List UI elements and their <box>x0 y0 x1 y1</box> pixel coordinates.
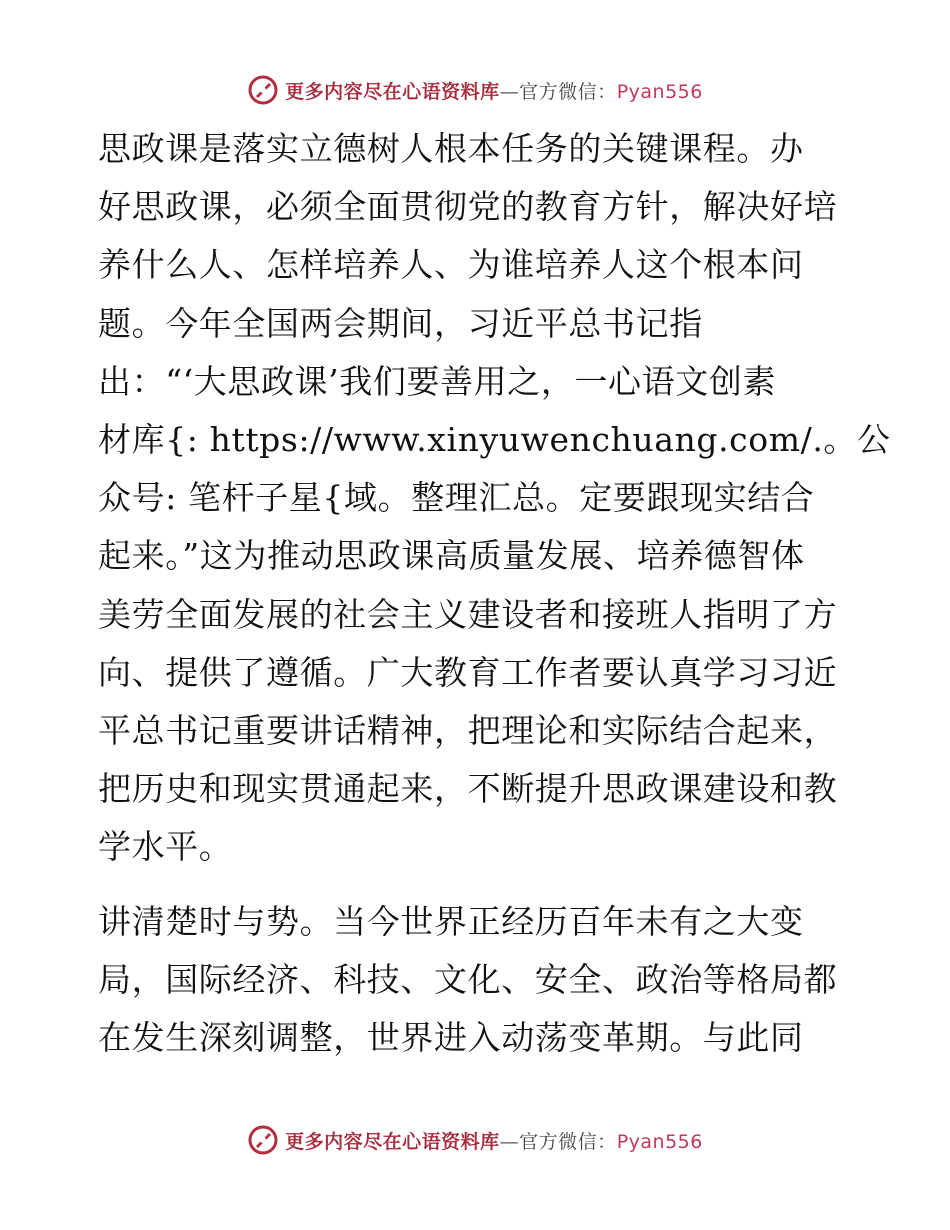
quill-logo-icon <box>247 74 279 106</box>
watermark-site: 更多内容尽在心语资料库 <box>285 80 500 103</box>
text-line: 在发生深刻调整，世界进入动荡变革期。与此同 <box>98 1018 804 1058</box>
text-line: 好思政课，必须全面贯彻党的教育方针，解决好培 <box>98 187 838 227</box>
quill-logo-icon <box>247 1124 279 1156</box>
text-line: 向、提供了遵循。广大教育工作者要认真学习习近 <box>98 652 838 692</box>
text-line: 题。今年全国两会期间，习近平总书记指 <box>98 303 703 343</box>
text-line: 起来。”这为推动思政课高质量发展、培养德智体 <box>98 536 805 576</box>
text-line: 美劳全面发展的社会主义建设者和接班人指明了方 <box>98 594 838 634</box>
text-line: 出：“‘大思政课’我们要善用之，一心语文创素 <box>98 361 777 401</box>
paragraph-1 <box>98 120 891 877</box>
watermark-dash: — <box>499 1130 520 1153</box>
paragraph-2 <box>98 893 858 1068</box>
text-line: 思政课是落实立德树人根本任务的关键课程。办 <box>98 129 804 168</box>
watermark-text <box>285 77 703 104</box>
document-body <box>98 120 891 1067</box>
text-line: 局，国际经济、科技、文化、安全、政治等格局都 <box>98 959 838 999</box>
watermark-dash: — <box>499 80 520 103</box>
footer-watermark <box>0 1120 950 1160</box>
text-line: 把历史和现实贯通起来，不断提升思政课建设和教 <box>98 769 838 809</box>
text-line: 平总书记重要讲话精神，把理论和实际结合起来， <box>98 711 838 751</box>
text-line: 讲清楚时与势。当今世界正经历百年未有之大变 <box>98 901 804 941</box>
text-line: 众号: 笔杆子星{域。整理汇总。定要跟现实结合 <box>98 478 815 518</box>
header-watermark <box>0 70 950 110</box>
text-line: 学水平。 <box>98 827 233 867</box>
watermark-site: 更多内容尽在心语资料库 <box>285 1130 500 1153</box>
watermark-official: 官方微信： <box>519 80 617 103</box>
watermark-text <box>285 1127 703 1154</box>
text-line: 材库{: https://www.xinyuwenchuang.com/.。公 <box>98 420 891 460</box>
watermark-wechat-id: Pyan556 <box>616 1130 703 1153</box>
watermark-official: 官方微信： <box>519 1130 617 1153</box>
text-line: 养什么人、怎样培养人、为谁培养人这个根本问 <box>98 245 804 285</box>
watermark-wechat-id: Pyan556 <box>616 80 703 103</box>
